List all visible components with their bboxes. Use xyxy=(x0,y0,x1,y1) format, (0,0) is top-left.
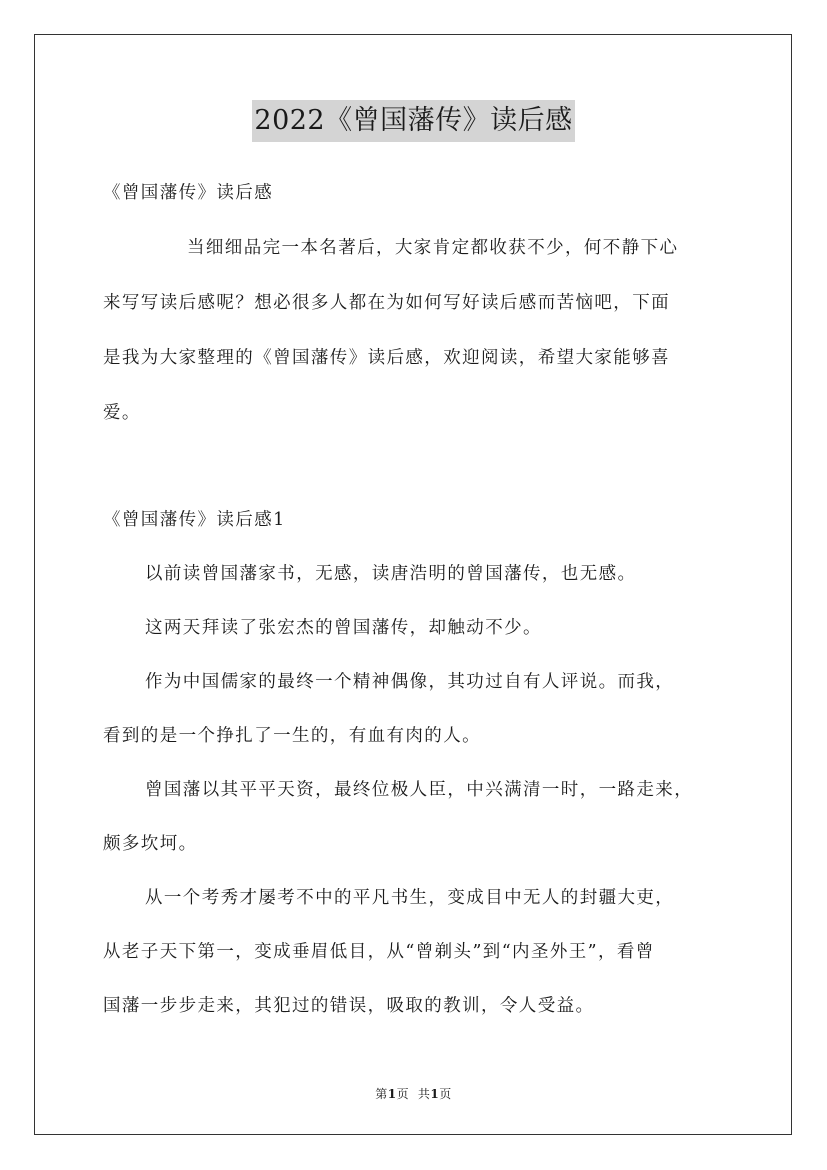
body-line-4: 看到的是一个挣扎了一生的，有血有肉的人。 xyxy=(103,726,481,746)
body-line-7: 从一个考秀才屡考不中的平凡书生，变成目中无人的封疆大吏， xyxy=(145,888,675,908)
subheading: 《曾国藩传》读后感 xyxy=(103,183,274,203)
footer-total-prefix: 共 xyxy=(417,1087,431,1101)
body-line-2: 这两天拜读了张宏杰的曾国藩传，却触动不少。 xyxy=(145,618,542,638)
footer-prefix: 第 xyxy=(375,1087,388,1101)
body-line-9: 国藩一步步走来，其犯过的错误，吸取的教训，令人受益。 xyxy=(103,996,595,1016)
footer-page-total: 1 xyxy=(430,1087,440,1101)
document-title: 2022《曾国藩传》读后感 xyxy=(252,100,574,142)
body-line-8: 从老子天下第一，变成垂眉低目，从“曾剃头”到“内圣外王”，看曾 xyxy=(103,942,655,962)
intro-line-4: 爱。 xyxy=(103,403,141,423)
intro-line-2: 来写写读后感呢？想必很多人都在为如何写好读后感而苦恼吧，下面 xyxy=(103,293,670,313)
intro-line-1: 当细细品完一本名著后，大家肯定都收获不少，何不静下心 xyxy=(187,238,679,258)
page-footer xyxy=(0,1085,827,1102)
title-container xyxy=(0,100,827,142)
footer-page-current: 1 xyxy=(387,1087,397,1101)
intro-line-3: 是我为大家整理的《曾国藩传》读后感，欢迎阅读，希望大家能够喜 xyxy=(103,348,670,368)
body-line-6: 颇多坎坷。 xyxy=(103,834,198,854)
footer-total-suffix: 页 xyxy=(439,1087,452,1101)
section-heading: 《曾国藩传》读后感1 xyxy=(103,510,286,530)
body-line-1: 以前读曾国藩家书，无感，读唐浩明的曾国藩传，也无感。 xyxy=(145,564,637,584)
footer-page-word: 页 xyxy=(396,1087,410,1101)
body-line-3: 作为中国儒家的最终一个精神偶像，其功过自有人评说。而我， xyxy=(145,672,675,692)
body-line-5: 曾国藩以其平平天资，最终位极人臣，中兴满清一时，一路走来， xyxy=(145,780,694,800)
